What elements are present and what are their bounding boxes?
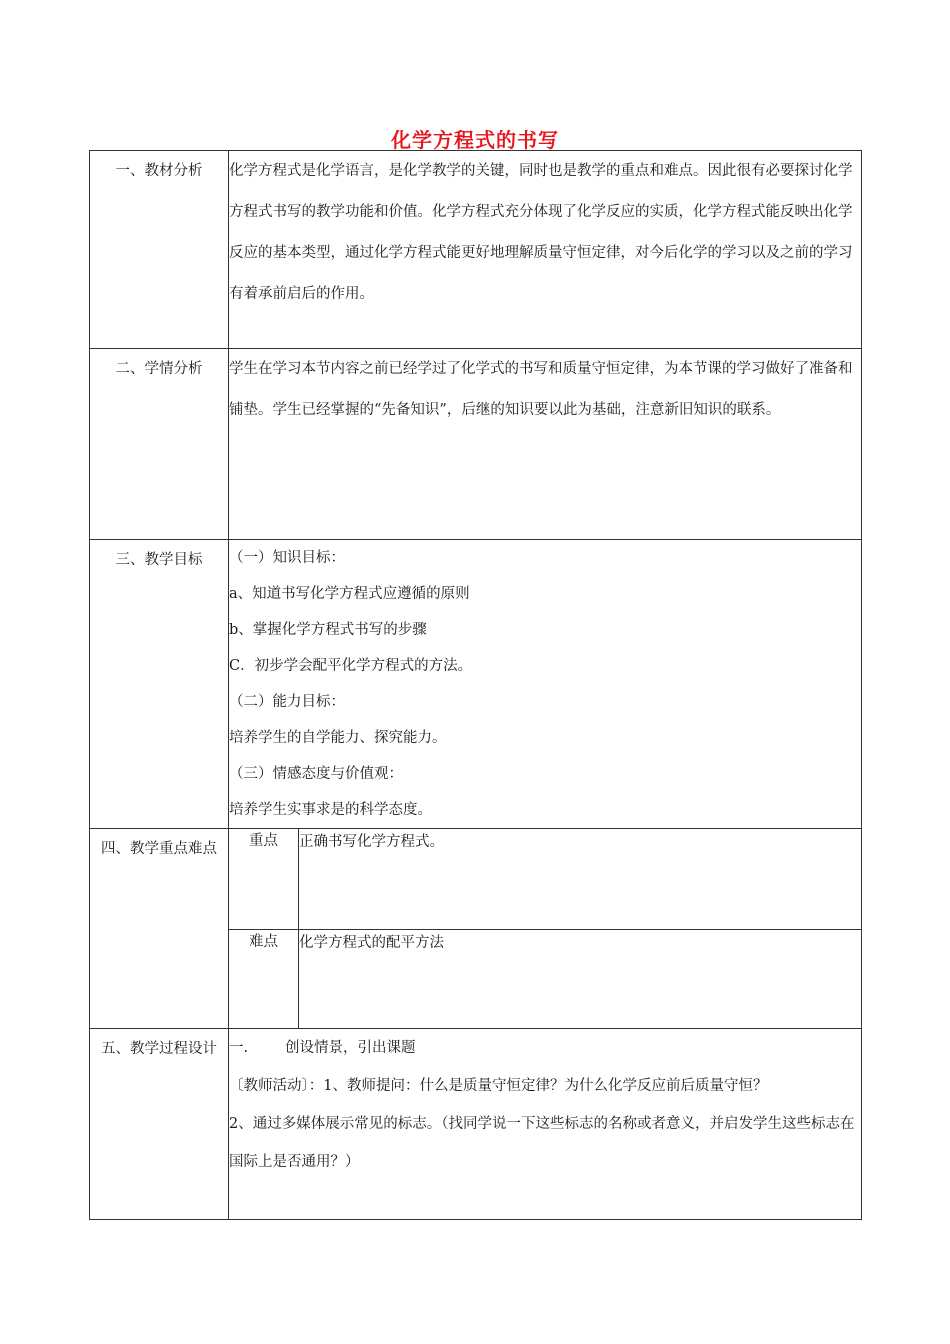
key-point-content: 正确书写化学方程式。 [299, 829, 862, 930]
section-label-learners: 二、学情分析 [90, 349, 229, 540]
objective-line: a、知道书写化学方程式应遵循的原则 [229, 586, 470, 602]
process-line: 2、通过多媒体展示常见的标志。（找同学说一下这些标志的名称或者意义，并启发学生这些标志在国际上是否通用？） [229, 1116, 855, 1170]
lesson-plan-table [89, 150, 862, 1220]
section-label-process: 五、教学过程设计 [90, 1029, 229, 1220]
key-point-label: 重点 [229, 829, 299, 930]
objective-line: 培养学生实事求是的科学态度。 [229, 802, 432, 818]
page-title: 化学方程式的书写 [391, 128, 559, 152]
process-line: 一. 创设情景，引出课题 [229, 1040, 416, 1056]
objective-line: （一）知识目标： [229, 550, 345, 566]
section-row-process [90, 1029, 862, 1220]
section-row-key-points [90, 829, 862, 930]
section-row-materials [90, 151, 862, 349]
objective-line: （二）能力目标： [229, 694, 345, 710]
difficulty-label: 难点 [229, 930, 299, 1029]
objective-line: （三）情感态度与价值观： [229, 766, 403, 782]
objective-line: C．初步学会配平化学方程式的方法。 [229, 658, 473, 674]
difficulty-content: 化学方程式的配平方法 [299, 930, 862, 1029]
section-label-key-points: 四、教学重点难点 [90, 829, 229, 1029]
objective-line: b、掌握化学方程式书写的步骤 [229, 622, 427, 638]
section-content-process [229, 1029, 862, 1220]
section-row-learners [90, 349, 862, 540]
objective-line: 培养学生的自学能力、探究能力。 [229, 730, 447, 746]
section-content-objectives [229, 540, 862, 829]
section-content-learners: 学生在学习本节内容之前已经学过了化学式的书写和质量守恒定律，为本节课的学习做好了准备和铺垫。学生已经掌握的“先备知识”，后继的知识要以此为基础，注意新旧知识的联系。 [229, 349, 862, 540]
process-line: 〔教师活动〕：1、教师提问：什么是质量守恒定律？为什么化学反应前后质量守恒？ [229, 1078, 768, 1094]
section-label-objectives: 三、教学目标 [90, 540, 229, 829]
section-label-materials: 一、教材分析 [90, 151, 229, 349]
section-content-materials: 化学方程式是化学语言，是化学教学的关键，同时也是教学的重点和难点。因此很有必要探讨化学方程式书写的教学功能和价值。化学方程式充分体现了化学反应的实质，化学方程式能反映出化学反应的基本类型，通过化学方程式能更好地理解质量守恒定律，对今后化学的学习以及之前的学习有着承前启后的作用。 [229, 151, 862, 349]
section-row-objectives [90, 540, 862, 829]
